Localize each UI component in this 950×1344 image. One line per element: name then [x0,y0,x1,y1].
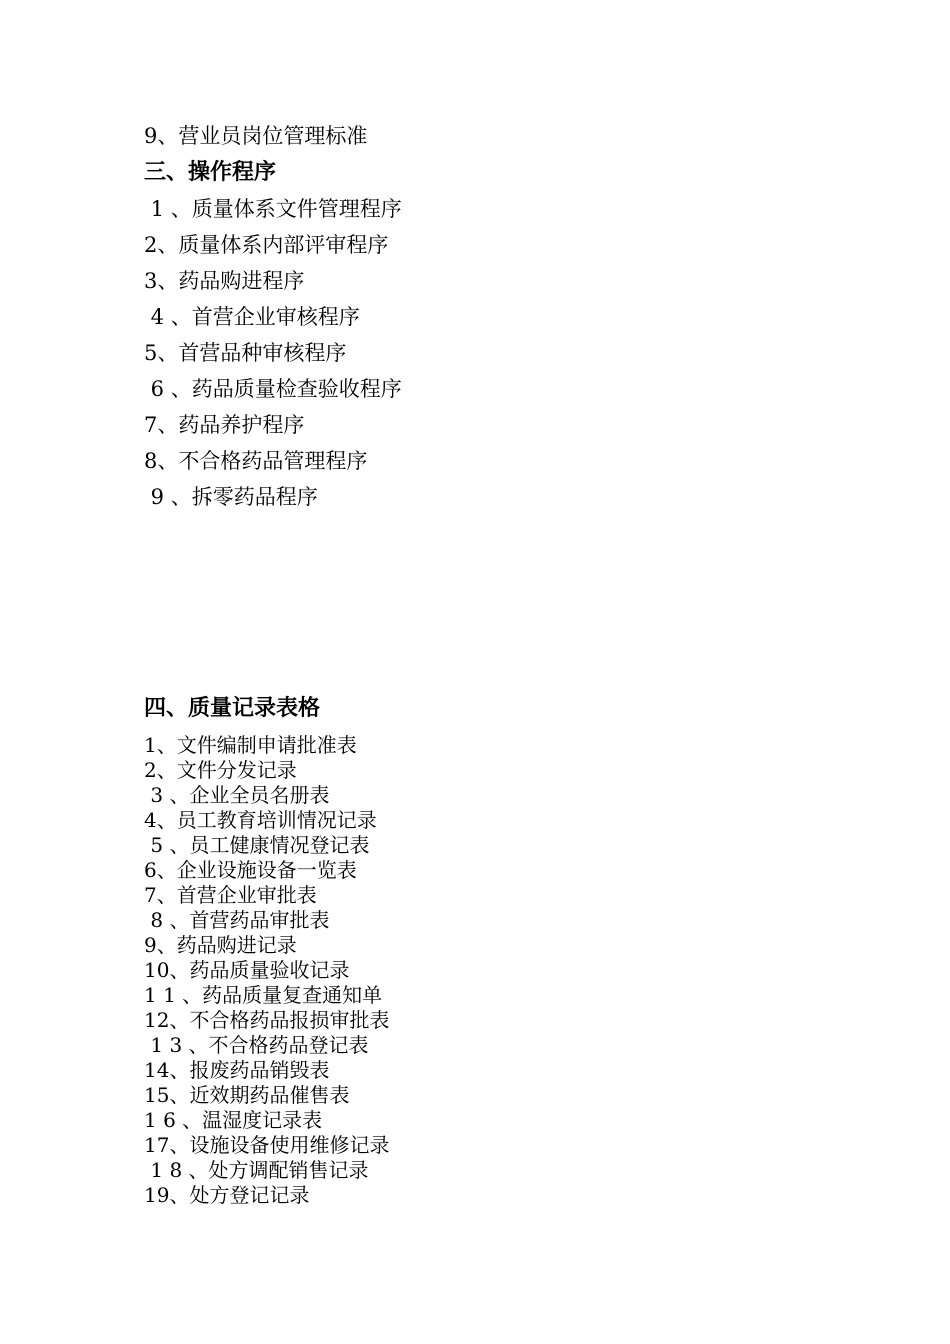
list-item: 14、报废药品销毁表 [144,1058,330,1082]
list-item: 6、企业设施设备一览表 [144,858,357,882]
list-item: 9、药品购进记录 [144,933,297,957]
list-item: 17、设施设备使用维修记录 [144,1133,390,1157]
list-item: 8、不合格药品管理程序 [144,449,368,473]
list-item: 1 6 、温湿度记录表 [144,1108,323,1132]
list-item: 10、药品质量验收记录 [144,958,350,982]
list-item: 15、近效期药品催售表 [144,1083,350,1107]
section-3-heading: 三、操作程序 [144,160,277,185]
list-item: 7、药品养护程序 [144,413,305,437]
list-item: 12、不合格药品报损审批表 [144,1008,390,1032]
list-item: 2、质量体系内部评审程序 [144,233,389,257]
list-item: 8 、首营药品审批表 [144,908,330,932]
list-item: 7、首营企业审批表 [144,883,317,907]
list-item: 1 8 、处方调配销售记录 [144,1158,369,1182]
list-item: 3 、企业全员名册表 [144,783,330,807]
list-item: 5、首营品种审核程序 [144,341,347,365]
list-item: 9 、拆零药品程序 [144,485,318,509]
list-item: 1、文件编制申请批准表 [144,733,357,757]
list-item: 3、药品购进程序 [144,269,305,293]
list-item: 4、员工教育培训情况记录 [144,808,377,832]
list-item: 1 3 、不合格药品登记表 [144,1033,369,1057]
list-item: 5 、员工健康情况登记表 [144,833,370,857]
list-item: 4 、首营企业审核程序 [144,305,360,329]
prev-section-item: 9、营业员岗位管理标准 [144,124,368,148]
list-item: 6 、药品质量检查验收程序 [144,377,402,401]
list-item: 2、文件分发记录 [144,758,297,782]
section-4-heading: 四、质量记录表格 [144,696,321,721]
list-item: 1 、质量体系文件管理程序 [144,197,402,221]
list-item: 19、处方登记记录 [144,1183,310,1207]
list-item: 1 1 、药品质量复查通知单 [144,983,383,1007]
